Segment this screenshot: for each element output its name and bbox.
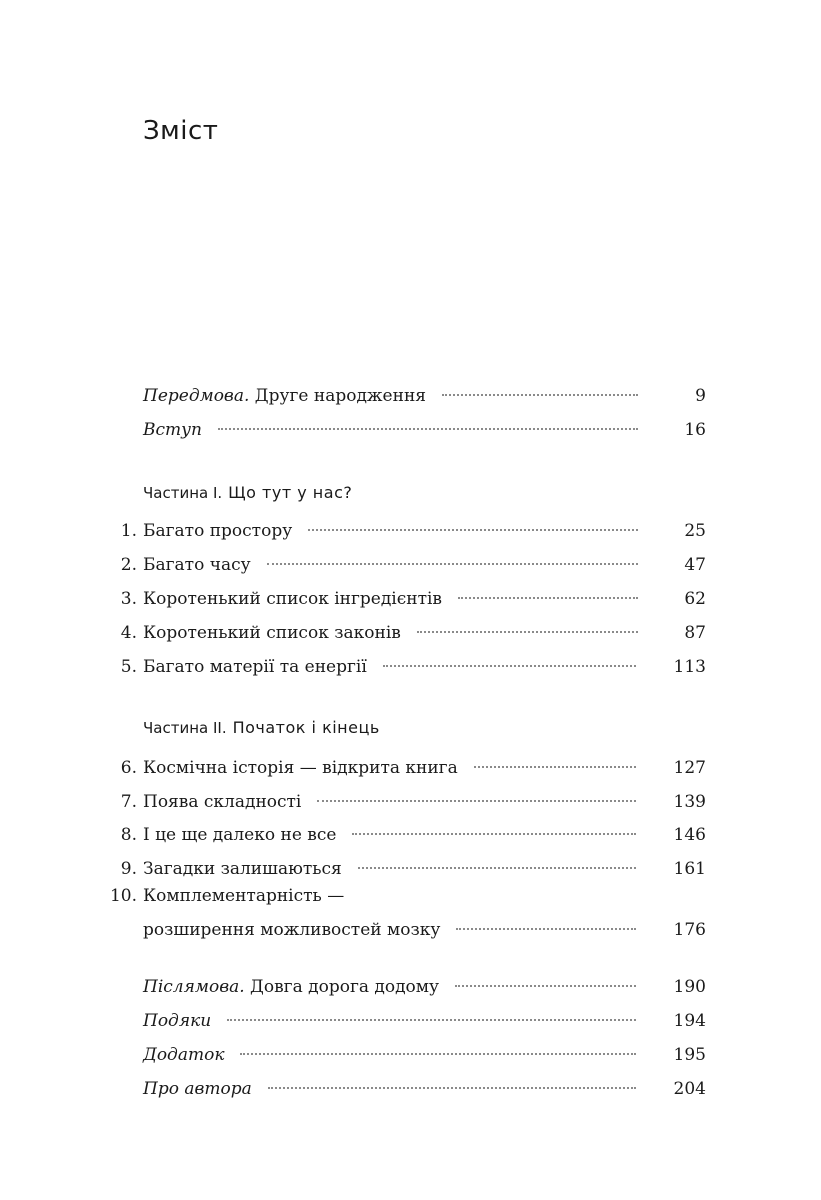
part-label: Частина I. — [143, 484, 223, 502]
chapter-title-line2: розширення можливостей мозку — [143, 920, 441, 940]
dot-leader — [474, 766, 636, 768]
chapter-title: І це ще далеко не все — [143, 825, 337, 845]
toc-entry-chapter[interactable] — [0, 552, 821, 578]
toc-entry-chapter[interactable] — [0, 822, 821, 848]
dot-leader — [308, 529, 638, 531]
dot-leader — [227, 1019, 635, 1021]
chapter-number: 2. — [120, 555, 137, 575]
dot-leader — [455, 985, 636, 987]
toc-entry-chapter[interactable] — [0, 586, 821, 612]
toc-entry-introduction[interactable] — [0, 417, 821, 443]
toc-entry-acknowledgements[interactable] — [0, 1008, 821, 1034]
part-heading-2 — [143, 716, 380, 740]
chapter-title: Поява складності — [143, 792, 302, 812]
page-number: 195 — [673, 1045, 706, 1065]
dot-leader — [268, 1087, 636, 1089]
page-number: 190 — [673, 977, 706, 997]
toc-entry-chapter[interactable] — [0, 856, 821, 882]
page-number: 9 — [695, 386, 706, 406]
entry-label: Передмова. Друге народження — [143, 386, 426, 406]
page-number: 62 — [684, 589, 706, 609]
page-number: 127 — [673, 758, 706, 778]
entry-label: Подяки — [143, 1011, 212, 1031]
entry-label: Післямова. Довга дорога додому — [143, 977, 440, 997]
page-number: 161 — [673, 859, 706, 879]
toc-entry-about-author[interactable] — [0, 1076, 821, 1102]
dot-leader — [456, 928, 635, 930]
page-number: 139 — [673, 792, 706, 812]
chapter-number: 7. — [120, 792, 137, 812]
part-heading-1 — [143, 481, 352, 505]
dot-leader — [267, 563, 638, 565]
entry-label: Додаток — [143, 1045, 225, 1065]
dot-leader — [442, 394, 638, 396]
toc-entry-chapter[interactable] — [0, 620, 821, 646]
chapter-title: Багато матерії та енергії — [143, 657, 367, 677]
chapter-title: Космічна історія — відкрита книга — [143, 758, 458, 778]
part-label: Частина II. — [143, 719, 227, 737]
dot-leader — [458, 597, 638, 599]
page-number: 25 — [684, 521, 706, 541]
chapter-title: Багато часу — [143, 555, 251, 575]
toc-entry-chapter[interactable] — [0, 518, 821, 544]
dot-leader — [317, 800, 635, 802]
part-title: Початок і кінець — [232, 718, 380, 737]
dot-leader — [417, 631, 638, 633]
toc-entry-chapter[interactable] — [0, 886, 821, 943]
toc-entry-appendix[interactable] — [0, 1042, 821, 1068]
toc-entry-chapter[interactable] — [0, 654, 821, 680]
dot-leader — [240, 1053, 635, 1055]
chapter-title-line1: Комплементарність — — [143, 886, 345, 906]
chapter-number: 8. — [120, 825, 137, 845]
page-number: 194 — [673, 1011, 706, 1031]
chapter-number: 1. — [120, 521, 137, 541]
page-number: 47 — [684, 555, 706, 575]
toc-entry-chapter[interactable] — [0, 789, 821, 815]
chapter-number: 3. — [120, 589, 137, 609]
chapter-title: Коротенький список інгредієнтів — [143, 589, 443, 609]
chapter-number: 9. — [120, 859, 137, 879]
chapter-title: Багато простору — [143, 521, 293, 541]
chapter-title: Загадки залишаються — [143, 859, 342, 879]
chapter-number: 10. — [109, 886, 137, 906]
page-number: 176 — [673, 920, 706, 940]
chapter-number: 4. — [120, 623, 137, 643]
dot-leader — [358, 867, 636, 869]
page-number: 16 — [684, 420, 706, 440]
chapter-title: Коротенький список законів — [143, 623, 401, 643]
chapter-number: 6. — [120, 758, 137, 778]
page-number: 87 — [684, 623, 706, 643]
entry-label: Вступ — [143, 420, 202, 440]
toc-entry-chapter[interactable] — [0, 755, 821, 781]
page-number: 113 — [673, 657, 706, 677]
dot-leader — [218, 428, 638, 430]
toc-entry-afterword[interactable] — [0, 974, 821, 1000]
dot-leader — [352, 833, 635, 835]
page-number: 146 — [673, 825, 706, 845]
chapter-number: 5. — [120, 657, 137, 677]
part-title: Що тут у нас? — [228, 483, 353, 502]
dot-leader — [383, 665, 636, 667]
entry-label: Про автора — [143, 1079, 252, 1099]
page-number: 204 — [673, 1079, 706, 1099]
page-title: Зміст — [143, 116, 219, 146]
toc-entry-foreword[interactable] — [0, 383, 821, 409]
